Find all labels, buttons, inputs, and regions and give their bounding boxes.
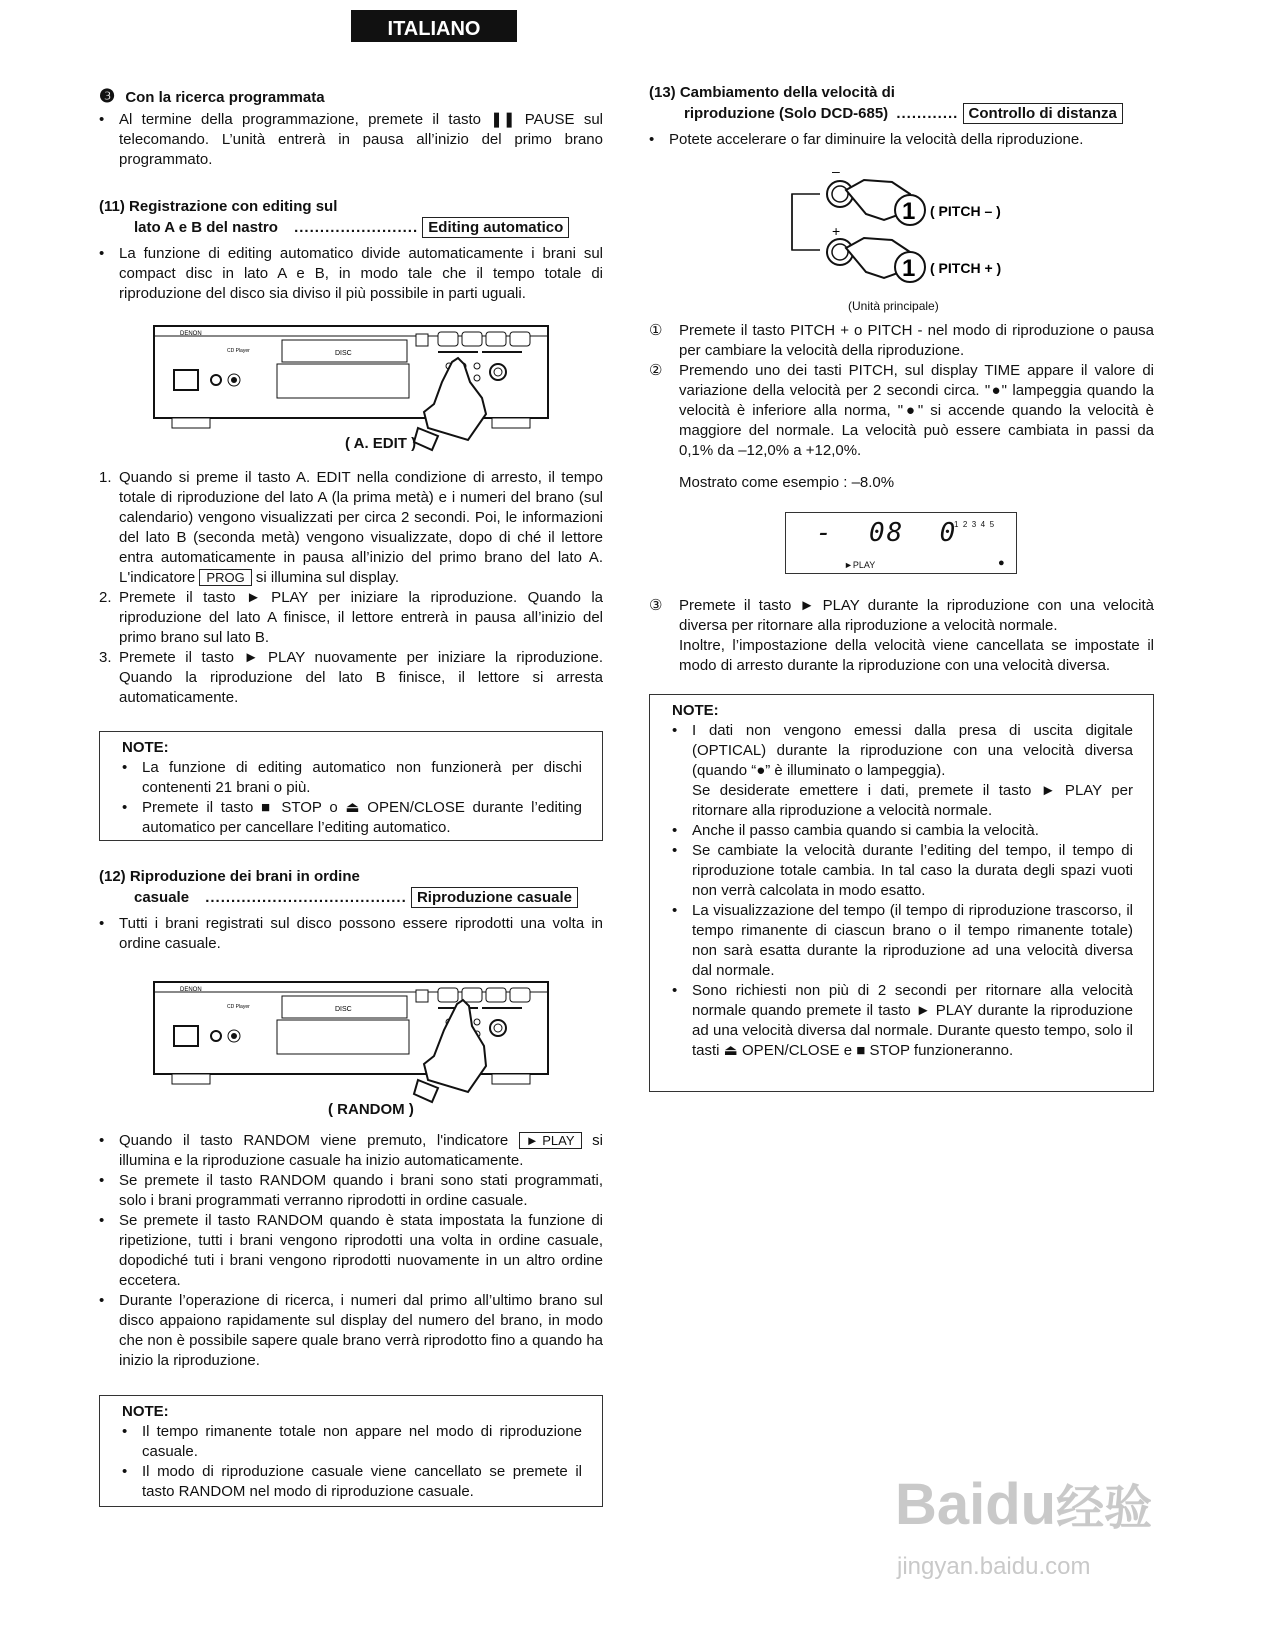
section-11	[99, 196, 603, 304]
section-11-title-line1: (11) Registrazione con editing sul	[99, 198, 338, 215]
pitch-plus-sign: +	[832, 223, 841, 239]
section-13-title-line2: riproduzione (Solo DCD-685) ............ Controllo di distanza	[649, 103, 1154, 124]
display-value: - 08 0	[816, 518, 958, 548]
note-item: • I dati non vengono emessi dalla presa di uscita digitale (OPTICAL) durante la riproduzione con una velocità diversa (quando “●” è illuminato o lampeggia). Se desiderate emettere i dati, premete il tasto ► PLAY per ritornare alla riproduzione a velocità normale.	[672, 721, 1133, 821]
note-item: • Il tempo rimanente totale non appare nel modo di riproduzione casuale.	[122, 1422, 582, 1462]
section-3-text: • Al termine della programmazione, premete il tasto ❚❚ PAUSE sul telecomando. L’unità entrerà in pausa all’inizio del primo brano programmato.	[99, 110, 603, 170]
display-example	[785, 512, 1017, 574]
baidu-watermark	[895, 1470, 1195, 1610]
step-number-icon: 1	[902, 198, 916, 225]
step-3: 3. Premete il tasto ► PLAY nuovamente per iniziare la riproduzione. Quando la riproduzione del lato B finisce, il lettore si arresta automaticamente.	[99, 649, 603, 706]
watermark-url: jingyan.baidu.com	[897, 1553, 1091, 1580]
note-item: • Sono richiesti non più di 2 secondi per ritornare alla velocità normale quando premete il tasto ► PLAY durante la riproduzione ad una velocità diversa dal normale. Durante questo tempo, solo il tasti ⏏ OPEN/CLOSE e ■ STOP funzioneranno.	[672, 981, 1133, 1061]
section-12-bullets	[99, 1131, 603, 1371]
watermark-brand: Baidu经验	[895, 1472, 1153, 1537]
step-1: 1. Quando si preme il tasto A. EDIT nella condizione di arresto, il tempo totale di riproduzione del lato A (la prima metà) e i numeri del brano (sul calendario) vengono visualizzati per circa 2 secondi. Poi, le informazioni del lato B (seconda metà) vengono visualizzate, dopo di ché il lettore entra automaticamente in pausa all’inizio del primo brano del lato A. L'indicatore PROG si illumina sul display.	[99, 469, 603, 586]
player-disc-logo: DISC	[335, 1006, 352, 1013]
random-bullet-3: • Se premete il tasto RANDOM quando è stata impostata la funzione di ripetizione, tutti i brani vengono riprodotti una volta in ordine casuale, dopodiché tuti i brani vengono riprodotti nuovamente in un altro ordine eccetera.	[99, 1211, 603, 1291]
section-13-step3	[649, 596, 1154, 676]
section-13-title-line1: (13) Cambiamento della velocità di	[649, 84, 895, 101]
section-13-bullet: • Potete accelerare o far diminuire la velocità della riproduzione.	[649, 130, 1154, 150]
pitch-minus-label: ( PITCH – )	[930, 203, 1001, 219]
step-number-icon: 1	[902, 255, 916, 282]
prog-indicator: PROG	[199, 569, 251, 586]
player-disc-logo: DISC	[335, 350, 352, 357]
note-item: • Premete il tasto ■ STOP o ⏏ OPEN/CLOSE durante l’editing automatico per cancellare l’editing automatico.	[122, 798, 582, 838]
section-3-number: ❸	[99, 86, 116, 106]
section-12-title-line2: casuale ....................................... Riproduzione casuale	[99, 887, 603, 908]
section-13	[649, 82, 1154, 150]
play-indicator: ► PLAY	[519, 1132, 582, 1149]
note-item: • Anche il passo cambia quando si cambia la velocità.	[672, 821, 1133, 841]
note-item: • La funzione di editing automatico non funzionerà per dischi contenenti 21 brani o più.	[122, 758, 582, 798]
display-example-text: Mostrato come esempio : –8.0%	[679, 474, 895, 491]
language-header: ITALIANO	[351, 10, 517, 42]
player-brand-text: DENON	[180, 987, 202, 993]
section-13-steps	[649, 321, 1154, 493]
player-brand-text: DENON	[180, 331, 202, 337]
section-3-title: ❸ Con la ricerca programmata	[99, 86, 325, 106]
note-title: NOTE:	[672, 702, 719, 719]
section-13-tag: Controllo di distanza	[963, 103, 1123, 124]
section-12-title-line1: (12) Riproduzione dei brani in ordine	[99, 868, 360, 885]
section-3	[99, 86, 603, 170]
section-12	[99, 866, 603, 954]
pitch-step-3: ③ Premete il tasto ► PLAY durante la riproduzione con una velocità diversa per ritornare alla riproduzione a velocità normale. Inoltre, l’impostazione della velocità viene cancellata se impostate il modo di arresto durante la riproduzione con una velocità diversa.	[649, 597, 1154, 674]
section-11-tag: Editing automatico	[422, 217, 569, 238]
figure-label-random: ( RANDOM )	[328, 1101, 414, 1118]
section-11-steps	[99, 468, 603, 708]
section-12-bullet: • Tutti i brani registrati sul disco possono essere riprodotti una volta in ordine casuale.	[99, 914, 603, 954]
random-bullet-4: • Durante l’operazione di ricerca, i numeri dal primo all’ultimo brano sul disco appaiono rapidamente sul display del numero del brano, in modo che non è possibile sapere quale brano verrà riprodotto fino a quando ha inizio la riproduzione.	[99, 1291, 603, 1371]
note-item: • La visualizzazione del tempo (il tempo di riproduzione trascorso, il tempo rimanente di ciascun brano o il tempo rimanente totale) non sarà esatta durante la riproduzione ad una velocità diversa dal normale.	[672, 901, 1133, 981]
figure-label-aedit: ( A. EDIT )	[345, 435, 417, 452]
note-box-random	[99, 1395, 603, 1507]
display-dot-indicator: ●	[998, 557, 1005, 569]
random-bullet-2: • Se premete il tasto RANDOM quando i brani sono stati programmati, solo i brani programmati verranno riprodotti in ordine casuale.	[99, 1171, 603, 1211]
note-item: • Se cambiate la velocità durante l’editing del tempo, il tempo di riproduzione totale cambia. In tal caso la durata degli spazi vuoti non verrà calcolata in modo esatto.	[672, 841, 1133, 901]
player-model-text: CD Player	[227, 1004, 250, 1010]
pitch-step-1: ① Premete il tasto PITCH + o PITCH - nel modo di riproduzione o pausa per cambiare la velocità della riproduzione.	[649, 322, 1154, 359]
note-box-pitch	[649, 694, 1154, 1092]
display-track-numbers: 1 2 3 4 5	[954, 520, 995, 529]
pitch-figure-caption: (Unità principale)	[848, 299, 939, 313]
section-11-title-line2: lato A e B del nastro ........................ Editing automatico	[99, 217, 603, 238]
display-play-indicator: ►PLAY	[844, 560, 876, 570]
section-12-tag: Riproduzione casuale	[411, 887, 578, 908]
note-item: • Il modo di riproduzione casuale viene cancellato se premete il tasto RANDOM nel modo di riproduzione casuale.	[122, 1462, 582, 1502]
pitch-buttons-illustration	[780, 160, 1060, 310]
random-bullet-1: • Quando il tasto RANDOM viene premuto, l'indicatore ► PLAY si illumina e la riproduzione casuale ha inizio automaticamente.	[99, 1131, 603, 1171]
section-11-bullet: • La funzione di editing automatico divide automaticamente i brani sul compact disc in lato A e B, in modo tale che il tempo totale di riproduzione del disco sia diviso il più possibile in parti uguali.	[99, 244, 603, 304]
note-box-aedit	[99, 731, 603, 841]
player-model-text: CD Player	[227, 348, 250, 354]
pitch-step-2: ② Premendo uno dei tasti PITCH, sul display TIME appare il valore di variazione della velocità per 2 secondi circa. "●" lampeggia quando la velocità è inferiore alla norma, "●" si accende quando la velocità è maggiore del normale. La velocità può essere cambiata in passi da 0,1% da –12,0% a +12,0%.	[649, 362, 1154, 459]
step-2: 2. Premete il tasto ► PLAY per iniziare la riproduzione. Quando la riproduzione del lato A finisce, il lettore entrerà in pausa all’inizio del primo brano sul lato B.	[99, 589, 603, 646]
pitch-minus-sign: –	[832, 163, 840, 179]
note-title: NOTE:	[122, 739, 169, 756]
pitch-plus-label: ( PITCH + )	[930, 260, 1002, 276]
note-title: NOTE:	[122, 1403, 169, 1420]
